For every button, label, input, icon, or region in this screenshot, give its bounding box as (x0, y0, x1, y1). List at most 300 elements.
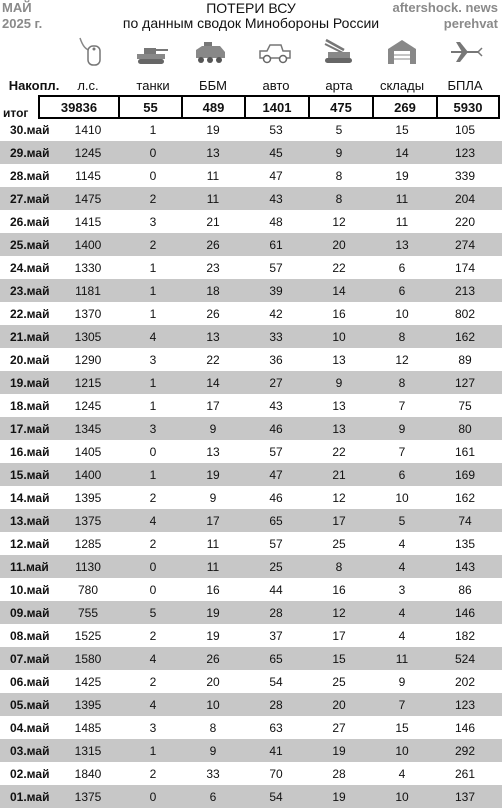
row-value: 19 (206, 467, 220, 482)
row-value: 1400 (74, 237, 102, 252)
row-value: 10 (332, 329, 346, 344)
row-value: 37 (269, 628, 283, 643)
row-value: 11 (395, 191, 409, 206)
row-value: 20 (332, 237, 346, 252)
row-date: 08.май (10, 628, 50, 643)
table-row (0, 440, 502, 463)
row-date: 05.май (10, 697, 50, 712)
source-perehvat: perehvat (443, 16, 498, 31)
row-value: 16 (332, 306, 346, 321)
table-row (0, 555, 502, 578)
page-subtitle: по данным сводок Минобороны России (122, 15, 380, 31)
row-date: 03.май (10, 743, 50, 758)
row-value: 1 (149, 743, 157, 758)
row-value: 13 (206, 329, 220, 344)
row-value: 25 (332, 674, 346, 689)
row-date: 11.май (10, 559, 49, 574)
row-value: 1130 (75, 559, 101, 574)
row-value: 4 (149, 697, 157, 712)
row-value: 26 (206, 237, 220, 252)
row-value: 9 (209, 743, 217, 758)
row-value: 6 (398, 467, 406, 482)
total-afv: 489 (183, 97, 246, 117)
row-value: 0 (149, 444, 157, 459)
table-row (0, 486, 502, 509)
row-value: 127 (454, 375, 476, 390)
row-value: 2 (149, 237, 157, 252)
row-value: 53 (269, 122, 283, 137)
tank-icon (132, 34, 172, 70)
row-value: 8 (398, 375, 406, 390)
row-value: 1 (149, 306, 157, 321)
table-row (0, 647, 502, 670)
row-value: 2 (149, 191, 157, 206)
row-value: 524 (454, 651, 476, 666)
row-value: 1580 (74, 651, 102, 666)
row-value: 6 (398, 283, 406, 298)
table-row (0, 279, 502, 302)
row-date: 01.май (10, 789, 50, 804)
row-value: 5 (335, 122, 343, 137)
row-value: 80 (458, 421, 472, 436)
row-value: 75 (458, 398, 472, 413)
row-value: 43 (269, 191, 283, 206)
row-value: 1375 (74, 789, 102, 804)
row-value: 4 (149, 329, 157, 344)
row-value: 4 (398, 559, 406, 574)
table-row (0, 302, 502, 325)
row-value: 17 (206, 513, 220, 528)
row-value: 161 (454, 444, 476, 459)
row-value: 261 (454, 766, 476, 781)
row-value: 36 (269, 352, 283, 367)
row-value: 28 (332, 766, 346, 781)
table-row (0, 394, 502, 417)
col-artillery: арта (325, 78, 353, 93)
row-value: 19 (206, 628, 220, 643)
year-label: 2025 г. (2, 16, 43, 31)
row-date: 20.май (10, 352, 50, 367)
row-value: 13 (395, 237, 409, 252)
row-value: 25 (332, 536, 346, 551)
row-value: 19 (332, 743, 346, 758)
row-value: 20 (332, 697, 346, 712)
row-date: 17.май (10, 421, 50, 436)
row-value: 2 (149, 674, 157, 689)
row-value: 10 (395, 306, 409, 321)
col-afv: ББМ (199, 78, 227, 93)
row-value: 21 (332, 467, 346, 482)
row-date: 29.май (10, 145, 50, 160)
row-value: 14 (332, 283, 346, 298)
row-value: 39 (269, 283, 283, 298)
row-value: 162 (454, 490, 476, 505)
row-value: 2 (149, 490, 157, 505)
row-value: 0 (149, 145, 157, 160)
row-value: 26 (206, 306, 220, 321)
table-row (0, 693, 502, 716)
row-value: 1330 (74, 260, 102, 275)
row-value: 5 (149, 605, 157, 620)
col-uav: БПЛА (447, 78, 483, 93)
row-value: 9 (335, 375, 343, 390)
row-value: 1395 (74, 490, 102, 505)
row-value: 28 (269, 697, 283, 712)
row-value: 2 (149, 628, 157, 643)
row-date: 18.май (10, 398, 50, 413)
source-aftershock: aftershock. news (392, 0, 498, 15)
row-date: 04.май (10, 720, 50, 735)
row-value: 8 (398, 329, 406, 344)
col-tanks: танки (136, 78, 170, 93)
row-value: 10 (395, 789, 409, 804)
row-value: 0 (149, 789, 157, 804)
col-vehicles: авто (262, 78, 290, 93)
table-row (0, 141, 502, 164)
row-value: 3 (149, 352, 157, 367)
row-value: 1285 (74, 536, 102, 551)
row-date: 19.май (10, 375, 50, 390)
table-row (0, 578, 502, 601)
row-value: 57 (269, 444, 283, 459)
row-value: 1305 (74, 329, 102, 344)
row-value: 1400 (74, 467, 102, 482)
row-value: 33 (269, 329, 283, 344)
row-value: 21 (206, 214, 220, 229)
row-value: 1 (149, 260, 157, 275)
row-value: 292 (454, 743, 476, 758)
row-date: 14.май (10, 490, 50, 505)
row-value: 8 (209, 720, 217, 735)
row-value: 123 (454, 145, 476, 160)
row-value: 65 (269, 513, 283, 528)
row-value: 1315 (74, 743, 102, 758)
jeep-icon (255, 34, 295, 70)
row-value: 11 (395, 651, 409, 666)
row-value: 17 (332, 513, 346, 528)
row-date: 23.май (10, 283, 50, 298)
row-date: 13.май (10, 513, 50, 528)
row-value: 1245 (74, 398, 102, 413)
row-value: 23 (206, 260, 220, 275)
total-depots: 269 (374, 97, 438, 117)
row-value: 11 (206, 536, 220, 551)
row-value: 4 (398, 536, 406, 551)
table-row (0, 371, 502, 394)
row-value: 3 (398, 582, 406, 597)
row-date: 26.май (10, 214, 50, 229)
row-value: 1370 (74, 306, 102, 321)
row-value: 1425 (74, 674, 102, 689)
row-value: 11 (206, 191, 220, 206)
row-value: 174 (454, 260, 476, 275)
row-value: 19 (206, 605, 220, 620)
row-value: 4 (398, 605, 406, 620)
row-value: 47 (269, 168, 283, 183)
row-value: 41 (269, 743, 283, 758)
row-value: 755 (77, 605, 99, 620)
row-value: 1840 (74, 766, 102, 781)
row-value: 802 (454, 306, 476, 321)
row-date: 28.май (10, 168, 50, 183)
row-value: 74 (458, 513, 472, 528)
row-date: 15.май (10, 467, 50, 482)
total-personnel: 39836 (40, 97, 120, 117)
row-value: 15 (395, 720, 409, 735)
row-value: 135 (454, 536, 476, 551)
page-title: ПОТЕРИ ВСУ (206, 0, 296, 16)
row-value: 146 (454, 605, 476, 620)
row-value: 13 (206, 444, 220, 459)
row-value: 4 (149, 651, 157, 666)
row-value: 9 (398, 421, 406, 436)
row-date: 30.май (10, 122, 50, 137)
row-value: 274 (454, 237, 476, 252)
row-value: 3 (149, 214, 157, 229)
row-value: 28 (269, 605, 283, 620)
row-value: 13 (332, 398, 346, 413)
row-value: 9 (209, 490, 217, 505)
row-value: 8 (335, 168, 343, 183)
table-row (0, 762, 502, 785)
row-value: 20 (206, 674, 220, 689)
row-value: 1410 (74, 122, 102, 137)
row-value: 19 (332, 789, 346, 804)
row-value: 54 (269, 789, 283, 804)
row-value: 44 (269, 582, 283, 597)
row-value: 202 (454, 674, 476, 689)
table-row (0, 785, 502, 808)
row-value: 65 (269, 651, 283, 666)
row-date: 21.май (10, 329, 50, 344)
row-value: 15 (332, 651, 346, 666)
row-value: 1215 (74, 375, 102, 390)
row-value: 12 (332, 214, 346, 229)
table-row (0, 210, 502, 233)
table-row (0, 716, 502, 739)
table-row (0, 670, 502, 693)
table-row (0, 187, 502, 210)
col-depots: склады (379, 78, 425, 93)
row-value: 17 (206, 398, 220, 413)
row-value: 11 (206, 168, 220, 183)
row-value: 1 (149, 467, 157, 482)
row-date: 02.май (10, 766, 50, 781)
row-value: 204 (454, 191, 476, 206)
total-artillery: 475 (310, 97, 374, 117)
row-value: 4 (398, 628, 406, 643)
col-personnel: л.с. (77, 78, 99, 93)
row-date: 16.май (10, 444, 50, 459)
cumulative-label: Накопл. (8, 78, 60, 93)
row-value: 1 (149, 375, 157, 390)
row-value: 6 (209, 789, 217, 804)
row-value: 1375 (74, 513, 102, 528)
row-value: 1 (149, 398, 157, 413)
row-value: 0 (149, 168, 157, 183)
row-value: 1 (149, 122, 157, 137)
row-value: 19 (395, 168, 409, 183)
row-value: 57 (269, 260, 283, 275)
row-value: 1525 (74, 628, 102, 643)
row-value: 12 (395, 352, 409, 367)
category-icons (0, 34, 502, 72)
row-value: 48 (269, 214, 283, 229)
row-value: 42 (269, 306, 283, 321)
row-date: 07.май (10, 651, 50, 666)
row-date: 06.май (10, 674, 50, 689)
row-value: 86 (458, 582, 472, 597)
row-value: 14 (395, 145, 409, 160)
row-value: 22 (332, 260, 346, 275)
row-value: 6 (398, 260, 406, 275)
row-value: 26 (206, 651, 220, 666)
row-value: 13 (332, 421, 346, 436)
row-value: 16 (332, 582, 346, 597)
row-value: 13 (332, 352, 346, 367)
row-date: 12.май (10, 536, 50, 551)
row-value: 8 (335, 559, 343, 574)
table-row (0, 463, 502, 486)
row-value: 46 (269, 421, 283, 436)
row-value: 1415 (74, 214, 102, 229)
row-value: 1475 (74, 191, 102, 206)
artillery-icon (318, 34, 358, 70)
row-value: 15 (395, 122, 409, 137)
row-value: 7 (398, 444, 406, 459)
table-row (0, 325, 502, 348)
row-value: 10 (395, 743, 409, 758)
row-value: 1345 (74, 421, 102, 436)
row-value: 220 (454, 214, 476, 229)
row-value: 7 (398, 697, 406, 712)
row-value: 213 (454, 283, 476, 298)
table-row (0, 601, 502, 624)
row-value: 1245 (74, 145, 102, 160)
row-value: 3 (149, 720, 157, 735)
row-value: 146 (454, 720, 476, 735)
table-row (0, 118, 502, 141)
row-value: 1290 (74, 352, 102, 367)
drone-icon (446, 34, 486, 70)
row-value: 25 (269, 559, 283, 574)
row-value: 61 (269, 237, 283, 252)
row-value: 5 (398, 513, 406, 528)
table-row (0, 164, 502, 187)
dog-tag-icon (70, 34, 110, 70)
row-value: 22 (332, 444, 346, 459)
source-credits (393, 0, 499, 32)
row-value: 169 (454, 467, 476, 482)
table-row (0, 233, 502, 256)
row-value: 54 (269, 674, 283, 689)
row-value: 1145 (75, 168, 101, 183)
row-value: 18 (206, 283, 220, 298)
row-value: 4 (398, 766, 406, 781)
total-label: итог (3, 106, 29, 120)
row-date: 27.май (10, 191, 50, 206)
row-value: 43 (269, 398, 283, 413)
row-value: 11 (395, 214, 409, 229)
row-value: 4 (149, 513, 157, 528)
table-row (0, 532, 502, 555)
row-value: 13 (206, 145, 220, 160)
row-value: 27 (332, 720, 346, 735)
daily-losses-table (0, 118, 502, 808)
row-value: 0 (149, 582, 157, 597)
row-value: 33 (206, 766, 220, 781)
row-value: 8 (335, 191, 343, 206)
row-date: 25.май (10, 237, 50, 252)
row-value: 70 (269, 766, 283, 781)
row-value: 137 (454, 789, 476, 804)
row-value: 45 (269, 145, 283, 160)
row-value: 10 (395, 490, 409, 505)
total-tanks: 55 (120, 97, 183, 117)
table-row (0, 509, 502, 532)
row-value: 9 (209, 421, 217, 436)
row-value: 339 (454, 168, 476, 183)
row-value: 7 (398, 398, 406, 413)
row-value: 16 (206, 582, 220, 597)
row-value: 3 (149, 421, 157, 436)
warehouse-icon (382, 34, 422, 70)
row-value: 1181 (75, 283, 101, 298)
row-value: 9 (335, 145, 343, 160)
table-row (0, 256, 502, 279)
row-value: 0 (149, 559, 157, 574)
row-value: 19 (206, 122, 220, 137)
row-value: 14 (206, 375, 220, 390)
row-value: 105 (454, 122, 476, 137)
table-row (0, 624, 502, 647)
row-value: 46 (269, 490, 283, 505)
ifv-icon (190, 34, 230, 70)
row-date: 09.май (10, 605, 50, 620)
row-value: 123 (454, 697, 476, 712)
row-value: 780 (77, 582, 99, 597)
row-value: 2 (149, 766, 157, 781)
total-vehicles: 1401 (246, 97, 310, 117)
row-date: 10.май (10, 582, 50, 597)
row-value: 12 (332, 605, 346, 620)
row-value: 9 (398, 674, 406, 689)
row-value: 27 (269, 375, 283, 390)
total-uav: 5930 (438, 97, 498, 117)
row-date: 24.май (10, 260, 50, 275)
row-value: 12 (332, 490, 346, 505)
row-value: 22 (206, 352, 220, 367)
row-value: 47 (269, 467, 283, 482)
row-value: 11 (206, 559, 220, 574)
row-value: 89 (458, 352, 472, 367)
row-value: 143 (454, 559, 476, 574)
month-label: МАЙ (2, 0, 32, 15)
table-row (0, 348, 502, 371)
row-value: 1485 (74, 720, 102, 735)
row-value: 1395 (74, 697, 102, 712)
row-value: 17 (332, 628, 346, 643)
row-value: 57 (269, 536, 283, 551)
totals-row (38, 95, 500, 119)
row-value: 1 (149, 283, 157, 298)
row-value: 2 (149, 536, 157, 551)
table-row (0, 417, 502, 440)
row-value: 162 (454, 329, 476, 344)
row-date: 22.май (10, 306, 50, 321)
row-value: 182 (454, 628, 476, 643)
row-value: 63 (269, 720, 283, 735)
